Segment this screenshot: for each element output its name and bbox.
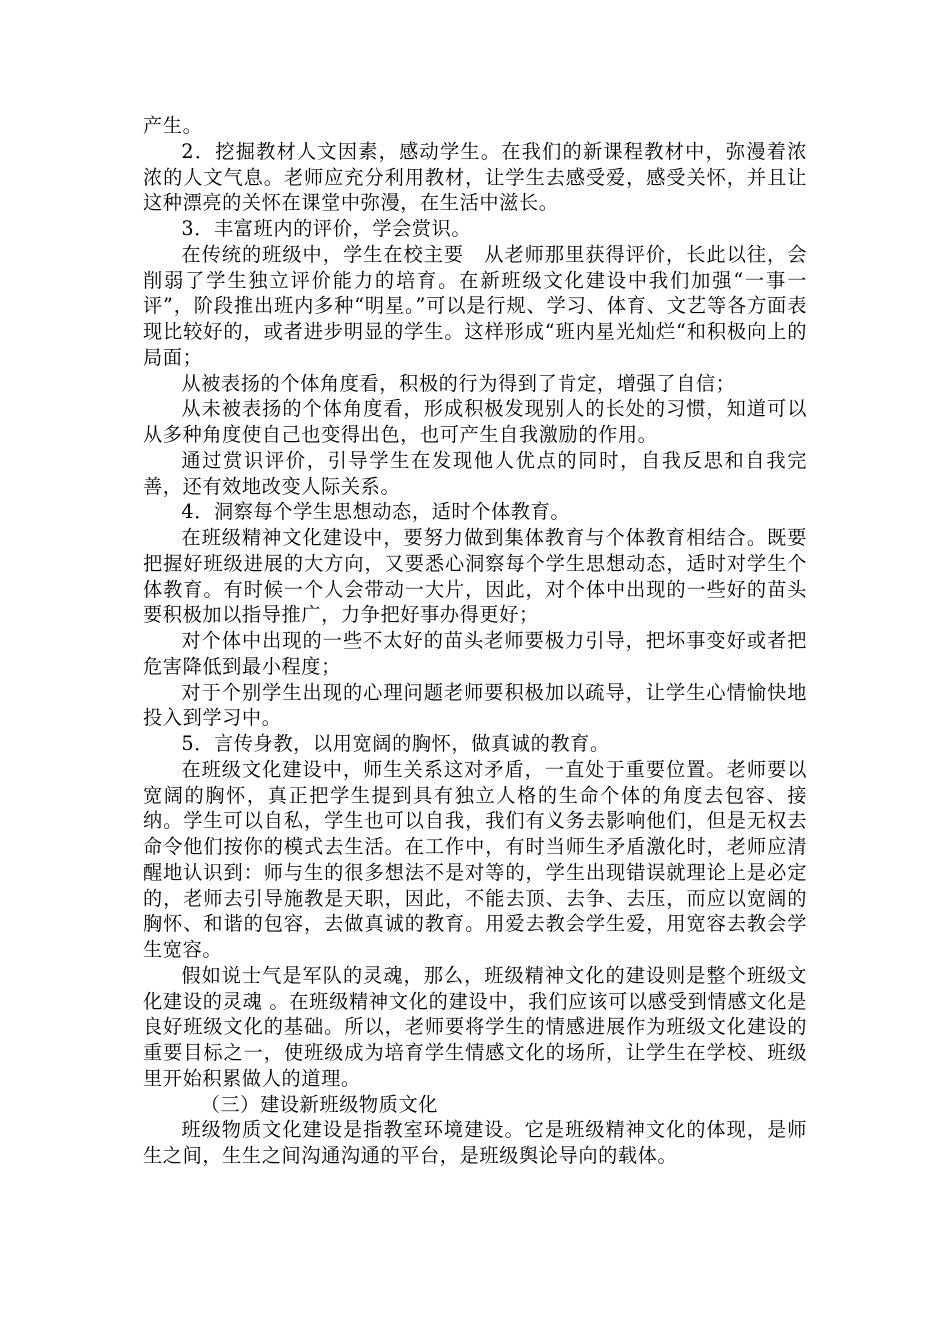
paragraph: 对于个别学生出现的心理问题老师要积极加以疏导，让学生心情愉快地投入到学习中。: [143, 680, 807, 730]
document-body: [143, 113, 807, 1169]
item-heading-3: 3．丰富班内的评价，学会赏识。: [181, 217, 472, 240]
section-heading: （三）建设新班级物质文化: [200, 1092, 439, 1116]
item-heading-2: 2．挖掘教材人文因素，感动学生。在我们的新课程教材中，弥漫着浓浓的人文气息。老师应充分利用教材，让学生去感受爱，感受关怀，并且让这种漂亮的关怀在课堂中弥漫，在生活中滋长。: [143, 139, 807, 215]
paragraph: 在班级精神文化建设中，要努力做到集体教育与个体教育相结合。既要把握好班级进展的大方向，又要悉心洞察每个学生思想动态，适时对学生个体教育。有时候一个人会带动一大片，因此，对个体中出现的一些好的苗头要积极加以指导推广，力争把好事办得更好；: [143, 526, 807, 627]
paragraph: 班级物质文化建设是指教室环境建设。它是班级精神文化的体现，是师生之间，生生之间沟通沟通的平台，是班级舆论导向的载体。: [143, 1118, 807, 1167]
paragraph: 在班级文化建设中，师生关系这对矛盾，一直处于重要位置。老师要以宽阔的胸怀，真正把学生提到具有独立人格的生命个体的角度去包容、接纳。学生可以自私，学生也可以自我，我们有义务去影响他们，但是无权去命令他们按你的模式去生活。在工作中，有时当师生矛盾激化时，老师应清醒地认识到：师与生的很多想法不是对等的，学生出现错误就理论上是必定的，老师去引导施教是天职，因此，不能去顶、去争、去压，而应以宽阔的胸怀、和谐的包容，去做真诚的教育。用爱去教会学生爱，用宽容去教会学生宽容。: [143, 757, 807, 961]
item-heading-4: 4．洞察每个学生思想动态，适时个体教育。: [181, 500, 571, 524]
paragraph: 从被表扬的个体角度看，积极的行为得到了肯定，增强了自信；: [181, 371, 736, 395]
paragraph: 从未被表扬的个体角度看，形成积极发现别人的长处的习惯，知道可以从多种角度使自己也变得出色，也可产生自我激励的作用。: [143, 397, 807, 446]
paragraph: 对个体中出现的一些不太好的苗头老师要极力引导，把坏事变好或者把危害降低到最小程度；: [143, 629, 807, 678]
paragraph-continuation: 产生。: [143, 114, 203, 137]
paragraph: 假如说士气是军队的灵魂，那么，班级精神文化的建设则是整个班级文化建设的灵魂 。在班级精神文化的建设中，我们应该可以感受到情感文化是良好班级文化的基础。所以，老师要将学生的情感进展作为班级文化建设的重要目标之一，使班级成为培育学生情感文化的场所，让学生在学校、班级里开始积累做人的道理。: [143, 963, 807, 1090]
item-heading-5: 5．言传身教，以用宽阔的胸怀，做真诚的教育。: [181, 732, 610, 755]
paragraph: 通过赏识评价，引导学生在发现他人优点的同时，自我反思和自我完善，还有效地改变人际关系。: [143, 448, 807, 498]
paragraph: 在传统的班级中，学生在校主要 从老师那里获得评价，长此以往，会削弱了学生独立评价能力的培育。在新班级文化建设中我们加强“一事一评”，阶段推出班内多种“明星。”可以是行规、学习、体育、文艺等各方面表现比较好的，或者进步明显的学生。这样形成“班内星光灿烂“和积极向上的局面；: [143, 242, 807, 369]
